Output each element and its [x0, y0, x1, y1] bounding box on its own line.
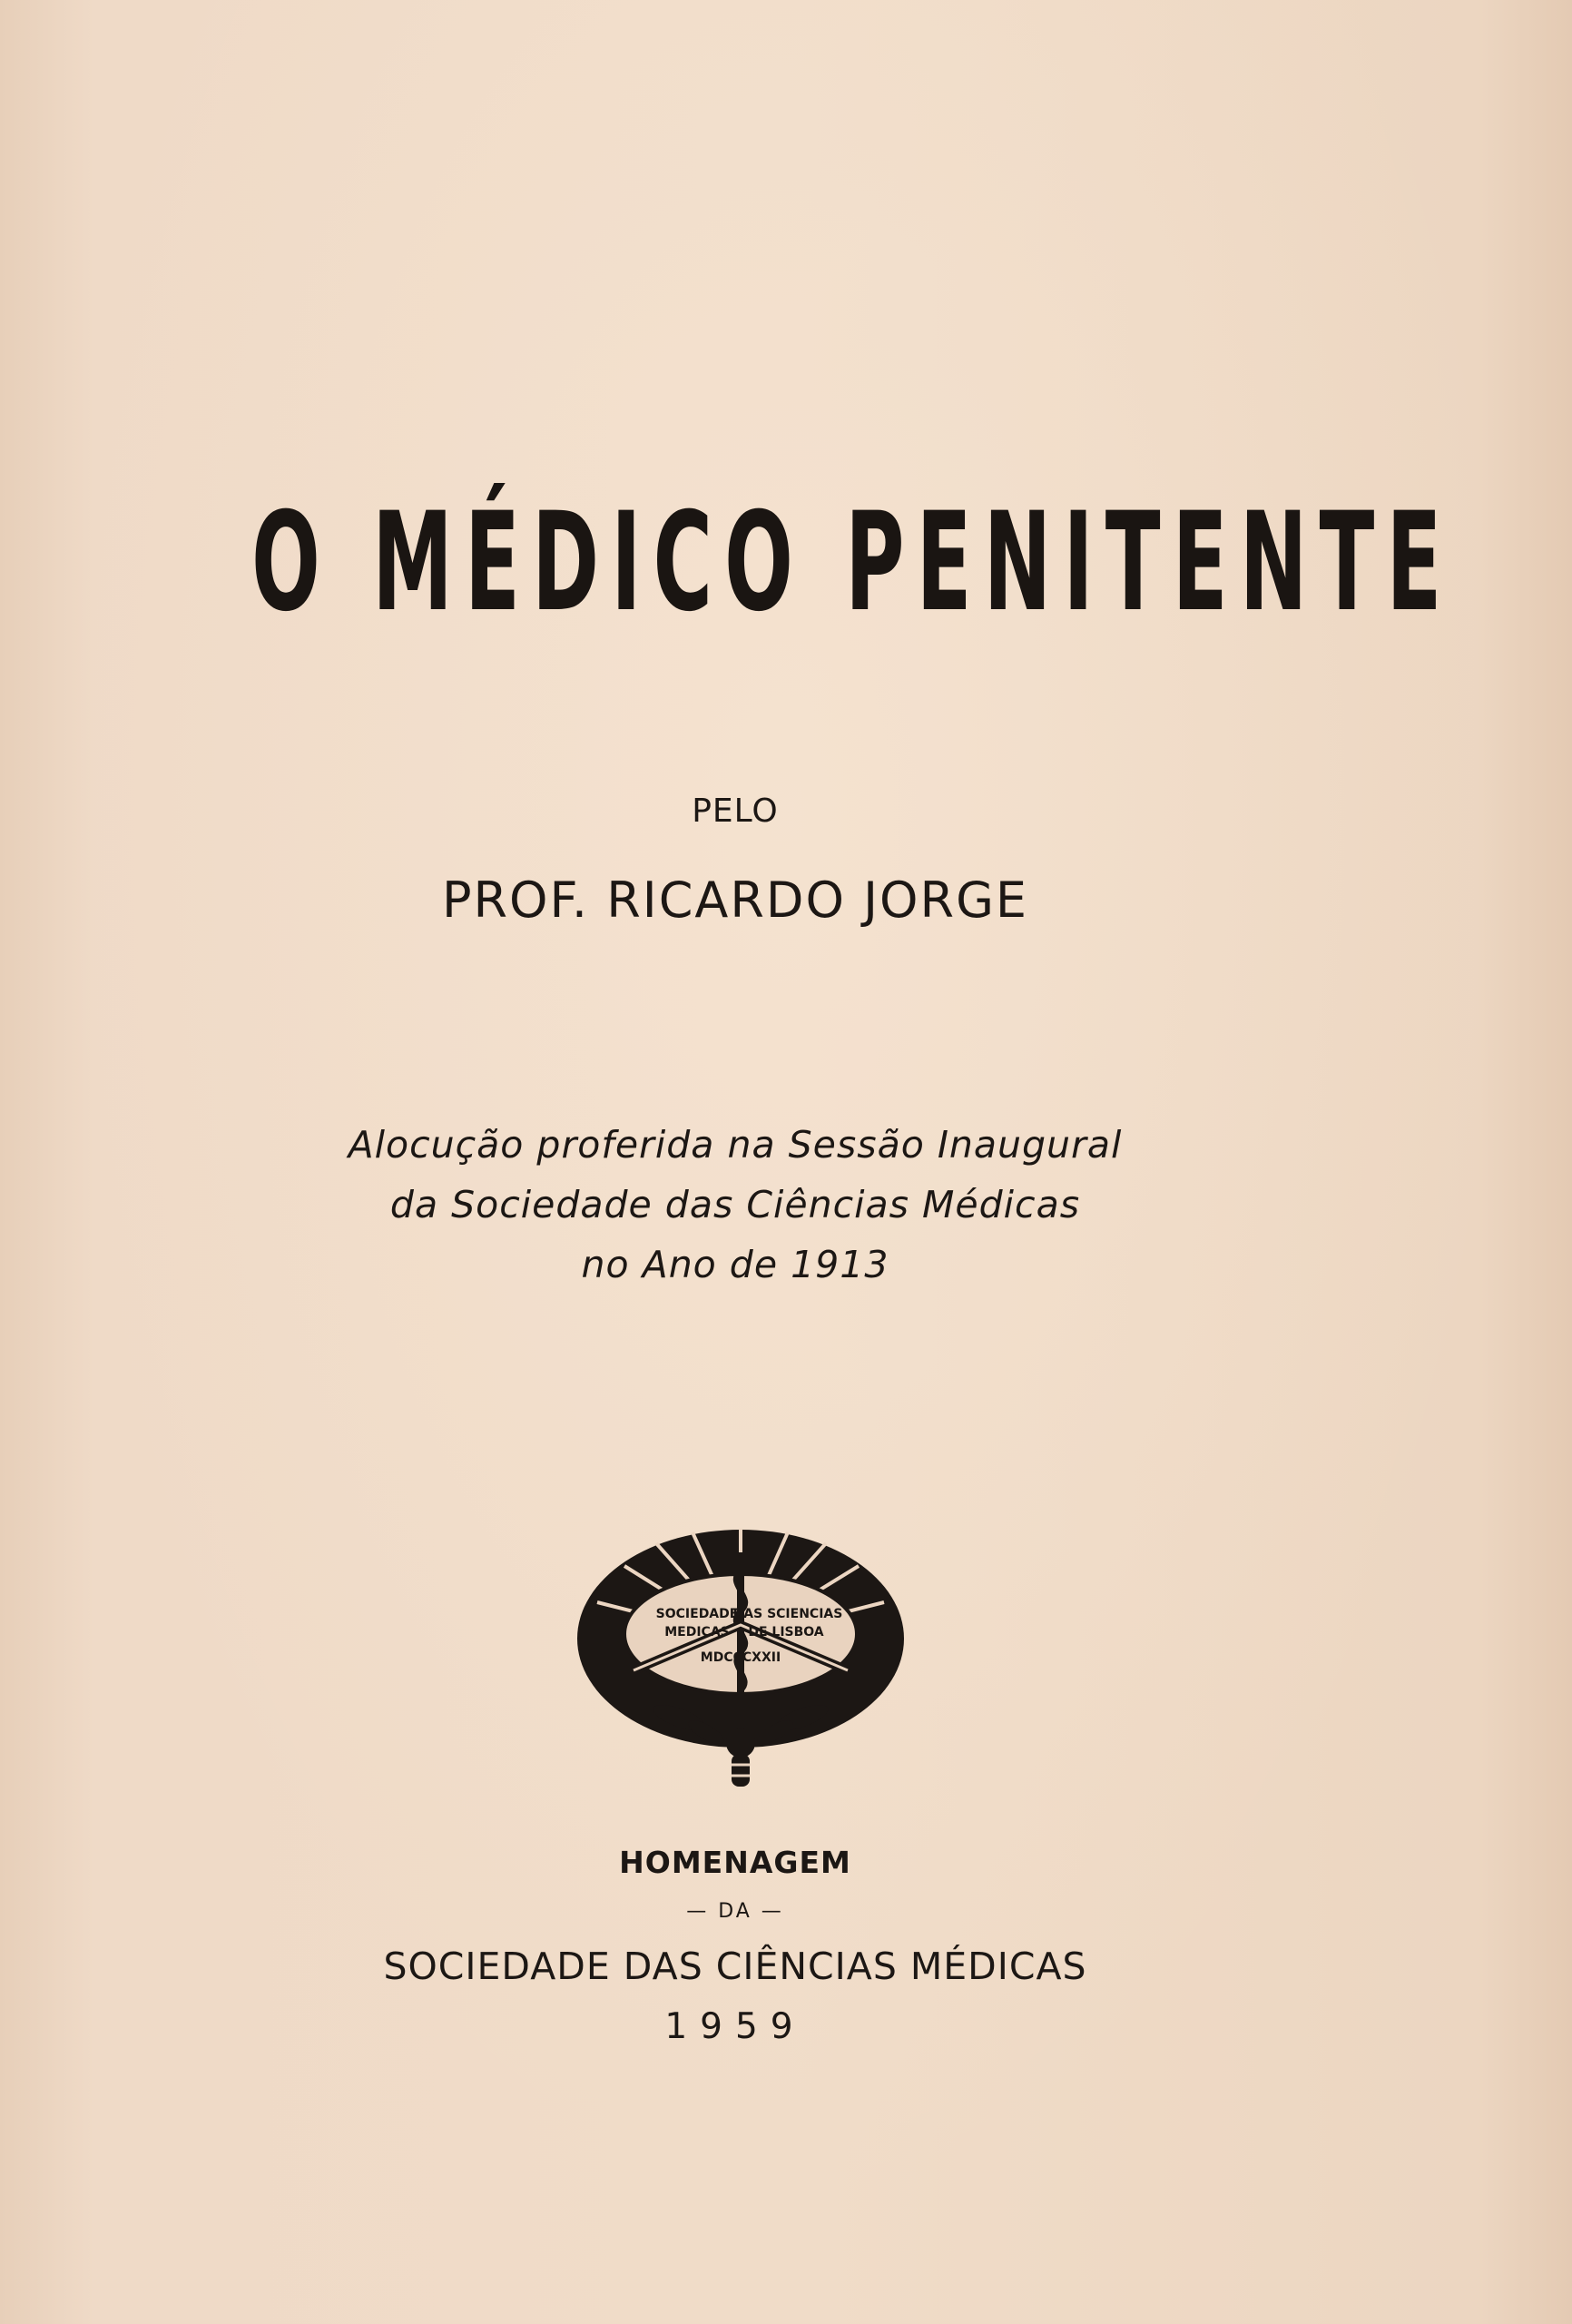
subtitle-line-2: da Sociedade das Ciências Médicas	[389, 1183, 1081, 1226]
subtitle-line-3: no Ano de 1913	[581, 1243, 889, 1286]
seal-text-1: SOCIEDADE	[655, 1607, 739, 1621]
author-name: PROF. RICARDO JORGE	[441, 872, 1029, 929]
homage-label: HOMENAGEM	[619, 1845, 851, 1880]
seal-text-2: DAS SCIENCIAS	[732, 1607, 843, 1621]
society-seal-icon	[570, 1516, 911, 1797]
subtitle-line-1: Alocução proferida na Sessão Inaugural	[348, 1123, 1123, 1167]
da-label: — DA —	[686, 1900, 784, 1923]
seal-text-4: DE LISBOA	[748, 1625, 824, 1640]
seal-text-5: MDCCCXXII	[700, 1650, 781, 1665]
society-name: SOCIEDADE DAS CIÊNCIAS MÉDICAS	[383, 1945, 1087, 1988]
seal-text-3: MEDICAS	[664, 1625, 730, 1640]
by-label: PELO	[692, 793, 779, 830]
publication-year: 1959	[664, 2006, 806, 2047]
page-title: O MÉDICO PENITENTE	[251, 484, 1454, 642]
